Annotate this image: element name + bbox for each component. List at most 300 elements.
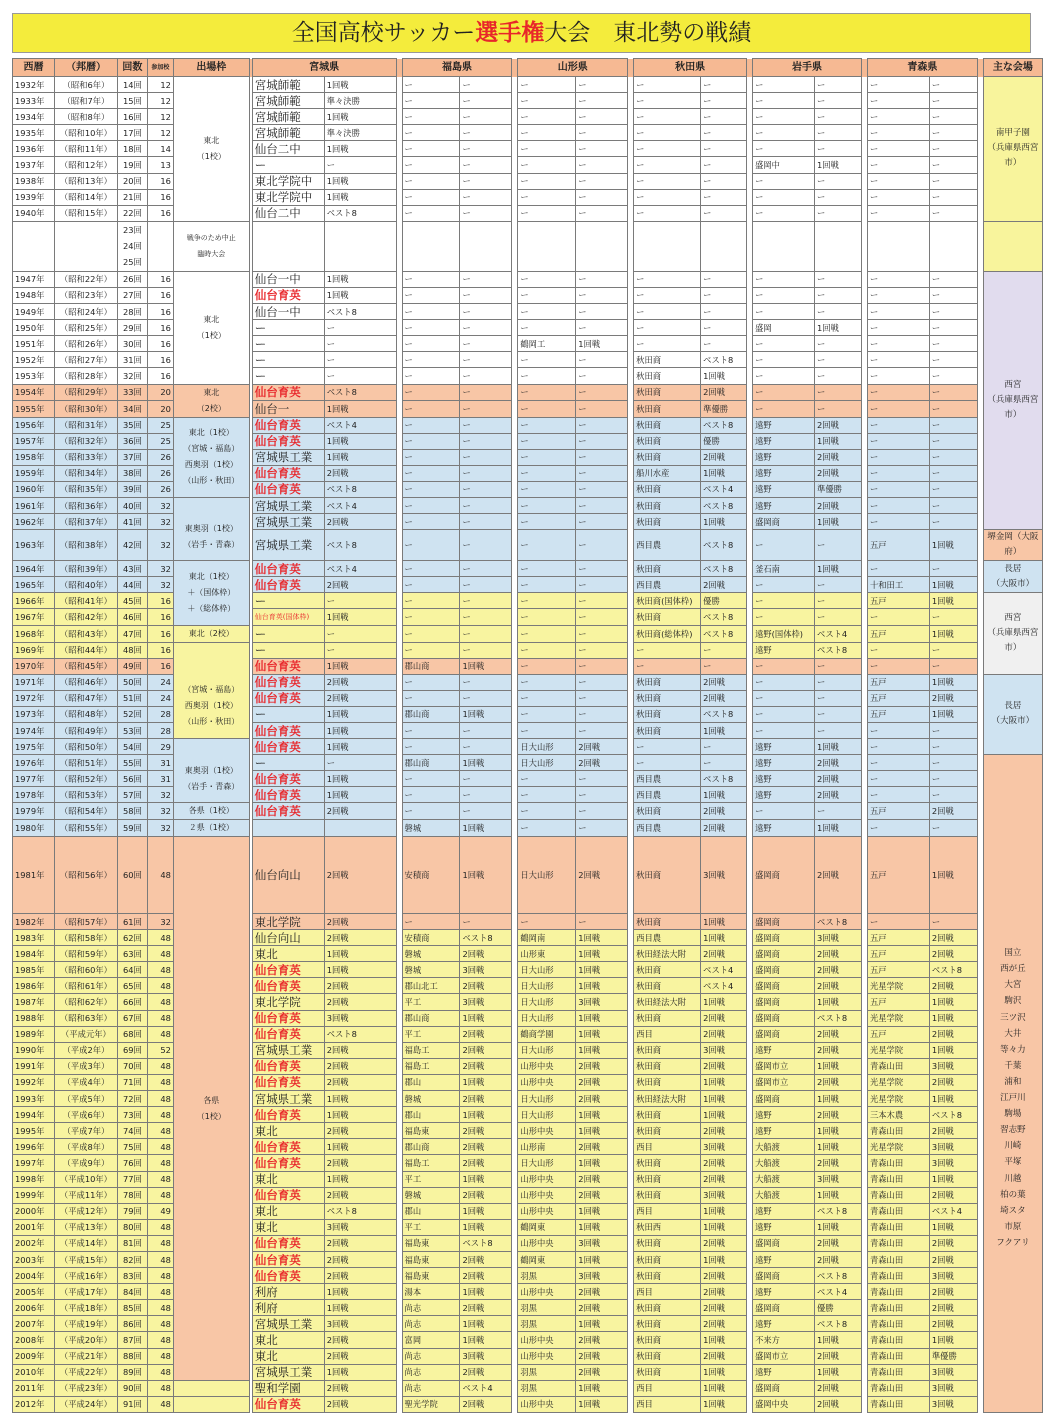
cell-miyagi-result: ー	[324, 157, 396, 173]
cell-kaisu: 51回	[117, 690, 147, 706]
cell-miyagi-result: 1回戦	[324, 1171, 396, 1187]
cell-iwate-result: 2回戦	[815, 1348, 862, 1364]
cell-yamagata-school: ー	[518, 205, 576, 221]
cell-kaisu: 45回	[117, 593, 147, 609]
cell-yamagata-school: 日大山形	[518, 755, 576, 771]
cell-akita-result: 2回戦	[701, 1348, 747, 1364]
cell-iwate-school: 遠野	[753, 1107, 815, 1123]
cell-iwate-result: 2回戦	[815, 1380, 862, 1396]
cell-miyagi-school: 仙台育英	[252, 1251, 324, 1267]
cell-year: 1952年	[13, 352, 55, 368]
cell-fukushima-result: 2回戦	[460, 1042, 512, 1058]
cell-miyagi-result: 1回戦	[324, 706, 396, 722]
cell-aomori-school: 青森山田	[867, 1219, 929, 1235]
cell-iwate-school: 遠野	[753, 433, 815, 449]
cell-fukushima-result: 1回戦	[460, 755, 512, 771]
cell-sanka: 32	[147, 514, 173, 530]
cell-akita-school: ー	[634, 755, 701, 771]
cell-akita-school: 秋田商	[634, 401, 701, 418]
table-row	[13, 658, 1043, 674]
header-yamagata: 山形県	[518, 59, 628, 77]
cell-year: 1984年	[13, 946, 55, 962]
cell-iwate-result: ー	[815, 706, 862, 722]
cell-fukushima-result: 3回戦	[460, 1348, 512, 1364]
table-row	[13, 1219, 1043, 1235]
venue-cell	[983, 755, 1042, 1413]
cell-era: （昭和46年）	[54, 674, 117, 690]
cell-yamagata-result: ー	[576, 271, 628, 287]
cell-fukushima-school: ー	[402, 336, 460, 352]
table-row	[13, 1268, 1043, 1284]
cell-fukushima-result: ー	[460, 141, 512, 157]
cell-akita-result: ベスト8	[701, 625, 747, 642]
cell-miyagi-result: ベスト4	[324, 561, 396, 577]
cell-miyagi-school: 仙台向山	[252, 930, 324, 946]
cell-yamagata-result: ー	[576, 77, 628, 93]
cell-kaisu: 64回	[117, 962, 147, 978]
cell-yamagata-result: ー	[576, 125, 628, 141]
cell-miyagi-result: ー	[324, 368, 396, 384]
cell-sanka: 20	[147, 401, 173, 418]
cell-aomori-result: ー	[929, 609, 977, 625]
cell-yamagata-result: 1回戦	[576, 1123, 628, 1139]
cell-era: （昭和51年）	[54, 755, 117, 771]
cell-iwate-result: ー	[815, 336, 862, 352]
cell-yamagata-result: 2回戦	[576, 1284, 628, 1300]
cell-iwate-result: 2回戦	[815, 1107, 862, 1123]
cell-miyagi-school: 仙台育英	[252, 690, 324, 706]
cell-akita-school: 秋田商	[634, 1074, 701, 1090]
cell-era: （昭和28年）	[54, 368, 117, 384]
cell-kaisu: 87回	[117, 1332, 147, 1348]
cell-yamagata-result: 3回戦	[576, 994, 628, 1010]
cell-yamagata-result: ー	[576, 497, 628, 513]
cell-miyagi-school: 仙台育英	[252, 978, 324, 994]
cell-era: （昭和35年）	[54, 481, 117, 497]
cell-fukushima-school: ー	[402, 771, 460, 787]
cell-sanka: 48	[147, 1380, 173, 1396]
cell-miyagi-result: ベスト8	[324, 1203, 396, 1219]
cell-iwate-result: ー	[815, 384, 862, 401]
cell-aomori-result: ー	[929, 368, 977, 384]
cell-aomori-result: ー	[929, 205, 977, 221]
cell-year: 2008年	[13, 1332, 55, 1348]
cell-akita-result: 2回戦	[701, 1171, 747, 1187]
text-line: （宮城・福島）	[183, 444, 240, 454]
cell-akita-school: 秋田商	[634, 1042, 701, 1058]
header-iwate: 岩手県	[753, 59, 862, 77]
cell-iwate-school: 大船渡	[753, 1139, 815, 1155]
cell-yamagata-school: 山形中央	[518, 1123, 576, 1139]
cell-akita-school	[634, 221, 701, 271]
cell-miyagi-result: 1回戦	[324, 962, 396, 978]
cell-iwate-school: 盛岡市立	[753, 1058, 815, 1074]
cell-year: 1985年	[13, 962, 55, 978]
cell-iwate-result: 1回戦	[815, 820, 862, 837]
cell-miyagi-school: 仙台育英	[252, 1268, 324, 1284]
cell-era: （平成14年）	[54, 1235, 117, 1251]
cell-miyagi-school: 宮城県工業	[252, 1042, 324, 1058]
cell-miyagi-school: 仙台育英	[252, 787, 324, 803]
page-title	[12, 13, 1031, 53]
cell-fukushima-result: 1回戦	[460, 658, 512, 674]
cell-akita-result: 3回戦	[701, 1042, 747, 1058]
cell-fukushima-school: ー	[402, 803, 460, 820]
cell-era: （平成元年）	[54, 1026, 117, 1042]
cell-miyagi-school: 仙台育英	[252, 561, 324, 577]
cell-fukushima-school: ー	[402, 690, 460, 706]
cell-fukushima-school: ー	[402, 304, 460, 320]
cell-fukushima-result: 1回戦	[460, 1171, 512, 1187]
cell-iwate-school: 遠野	[753, 820, 815, 837]
cell-aomori-school: ー	[867, 320, 929, 336]
cell-fukushima-result: ー	[460, 642, 512, 658]
cell-akita-school: ー	[634, 739, 701, 755]
cell-sanka: 26	[147, 481, 173, 497]
cell-fukushima-school: 聖光学院	[402, 1396, 460, 1412]
text-line: 江戸川	[1000, 1093, 1026, 1104]
cell-sanka: 32	[147, 497, 173, 513]
cell-iwate-result: ベスト8	[815, 1268, 862, 1284]
cell-aomori-school: 光星学院	[867, 1139, 929, 1155]
cell-yamagata-result: ー	[576, 173, 628, 189]
cell-aomori-result: 3回戦	[929, 1155, 977, 1171]
cell-kaisu: 15回	[117, 93, 147, 109]
cell-iwate-school: 遠野	[753, 497, 815, 513]
cell-sanka: 52	[147, 1042, 173, 1058]
cell-akita-result: ベスト4	[701, 978, 747, 994]
cell-era: （平成9年）	[54, 1155, 117, 1171]
cell-kaisu: 71回	[117, 1074, 147, 1090]
cell-miyagi-school: ー	[252, 593, 324, 609]
cell-aomori-school: ー	[867, 561, 929, 577]
cell-miyagi-result: ベスト4	[324, 417, 396, 433]
cell-yamagata-school: 山形中央	[518, 1235, 576, 1251]
cell-aomori-result: ー	[929, 287, 977, 303]
cell-yamagata-result: 2回戦	[576, 1332, 628, 1348]
cell-aomori-result: ー	[929, 658, 977, 674]
cell-sanka: 25	[147, 433, 173, 449]
cell-aomori-result: 1回戦	[929, 577, 977, 593]
cell-sanka: 12	[147, 77, 173, 93]
cell-aomori-result: 1回戦	[929, 1042, 977, 1058]
cell-aomori-school: ー	[867, 723, 929, 739]
cell-iwate-school: 盛岡市立	[753, 1348, 815, 1364]
cell-iwate-result: 2回戦	[815, 1042, 862, 1058]
cell-aomori-school: ー	[867, 658, 929, 674]
cell-era: （平成8年）	[54, 1139, 117, 1155]
cell-kaisu: 49回	[117, 658, 147, 674]
cell-akita-school: ー	[634, 93, 701, 109]
text-line: 西奥羽（1校）	[184, 460, 238, 470]
cell-yamagata-school: 山形中央	[518, 1332, 576, 1348]
cell-fukushima-result: 1回戦	[460, 1010, 512, 1026]
cell-fukushima-result: ー	[460, 125, 512, 141]
cell-aomori-result: 準優勝	[929, 1348, 977, 1364]
cell-aomori-result	[929, 221, 977, 271]
cell-yamagata-school: ー	[518, 109, 576, 125]
cell-sanka: 26	[147, 449, 173, 465]
text-line: 川越	[1004, 1173, 1022, 1184]
cell-iwate-school: ー	[753, 304, 815, 320]
cell-year: 1990年	[13, 1042, 55, 1058]
cell-aomori-result: 2回戦	[929, 1235, 977, 1251]
cell-fukushima-result: ー	[460, 803, 512, 820]
cell-iwate-school: ー	[753, 530, 815, 561]
cell-aomori-result: 3回戦	[929, 1058, 977, 1074]
cell-era: （平成23年）	[54, 1380, 117, 1396]
cell-year: 1948年	[13, 287, 55, 303]
cell-year: 1993年	[13, 1091, 55, 1107]
cell-miyagi-result: 2回戦	[324, 1074, 396, 1090]
cell-miyagi-result	[324, 221, 396, 271]
frame-cell	[173, 1380, 249, 1396]
cell-iwate-school: 盛岡商	[753, 962, 815, 978]
results-table	[12, 58, 1043, 1413]
cell-akita-result: 1回戦	[701, 465, 747, 481]
cell-iwate-result: 1回戦	[815, 561, 862, 577]
cell-yamagata-school: 羽黒	[518, 1300, 576, 1316]
cell-fukushima-school: 福島東	[402, 1123, 460, 1139]
cell-aomori-school: ー	[867, 352, 929, 368]
cell-fukushima-school: ー	[402, 625, 460, 642]
cell-year: 1983年	[13, 930, 55, 946]
cell-akita-result: 1回戦	[701, 914, 747, 930]
cell-yamagata-school: ー	[518, 771, 576, 787]
cell-aomori-school: ー	[867, 287, 929, 303]
cell-akita-school: 秋田商	[634, 1123, 701, 1139]
cell-miyagi-school: 東北学院	[252, 994, 324, 1010]
cell-aomori-school: 五戸	[867, 962, 929, 978]
cell-aomori-result: ー	[929, 787, 977, 803]
cell-aomori-school: 青森山田	[867, 1155, 929, 1171]
cell-iwate-school: 盛岡商	[753, 1026, 815, 1042]
text-line: 埼スタ	[1000, 1205, 1026, 1216]
cell-iwate-result: 2回戦	[815, 465, 862, 481]
cell-iwate-school: 遠野	[753, 771, 815, 787]
cell-aomori-result: 2回戦	[929, 1026, 977, 1042]
table-row	[13, 271, 1043, 287]
cell-iwate-school: 盛岡商	[753, 978, 815, 994]
cell-akita-school: ー	[634, 336, 701, 352]
cell-kaisu: 18回	[117, 141, 147, 157]
cell-iwate-result: ー	[815, 189, 862, 205]
cell-iwate-school: ー	[753, 287, 815, 303]
cell-miyagi-result: 1回戦	[324, 946, 396, 962]
cell-sanka: 25	[147, 417, 173, 433]
cell-sanka: 12	[147, 125, 173, 141]
cell-iwate-result: ー	[815, 401, 862, 418]
cell-akita-school: 秋田商	[634, 514, 701, 530]
text-line: 三ツ沢	[1000, 1012, 1026, 1023]
cell-fukushima-school: 安積商	[402, 837, 460, 914]
table-row	[13, 93, 1043, 109]
cell-aomori-school: 青森山田	[867, 1300, 929, 1316]
cell-miyagi-result: ー	[324, 625, 396, 642]
cell-fukushima-school: ー	[402, 157, 460, 173]
cell-aomori-result: 1回戦	[929, 994, 977, 1010]
cell-iwate-result: 2回戦	[815, 1074, 862, 1090]
cell-yamagata-school: ー	[518, 593, 576, 609]
table-row	[13, 304, 1043, 320]
cell-era: （昭和63年）	[54, 1010, 117, 1026]
cell-kaisu: 33回	[117, 384, 147, 401]
cell-yamagata-school: ー	[518, 723, 576, 739]
cell-sanka: 24	[147, 674, 173, 690]
cell-akita-result: ー	[701, 205, 747, 221]
cell-yamagata-result: 3回戦	[576, 1268, 628, 1284]
title-highlight: 選手権	[475, 20, 545, 46]
cell-miyagi-result: 2回戦	[324, 978, 396, 994]
cell-sanka: 48	[147, 1155, 173, 1171]
cell-yamagata-result: ー	[576, 577, 628, 593]
cell-yamagata-school: 日大山形	[518, 994, 576, 1010]
cell-year: 1981年	[13, 837, 55, 914]
cell-akita-school: 秋田商	[634, 449, 701, 465]
cell-aomori-school: 青森山田	[867, 1284, 929, 1300]
cell-miyagi-school: 東北学院中	[252, 189, 324, 205]
cell-aomori-school: ー	[867, 336, 929, 352]
cell-akita-school: 秋田商(国体枠)	[634, 593, 701, 609]
cell-fukushima-school: ー	[402, 205, 460, 221]
cell-iwate-result: ー	[815, 368, 862, 384]
cell-fukushima-school: ー	[402, 320, 460, 336]
cell-yamagata-school: 山形中央	[518, 1058, 576, 1074]
table-row	[13, 1364, 1043, 1380]
cell-fukushima-school: ー	[402, 433, 460, 449]
cell-yamagata-school: ー	[518, 304, 576, 320]
venue-cell	[983, 530, 1042, 561]
cell-yamagata-result: 2回戦	[576, 1187, 628, 1203]
cell-year: 1995年	[13, 1123, 55, 1139]
cell-miyagi-school: 仙台育英	[252, 433, 324, 449]
cell-fukushima-result: 2回戦	[460, 1091, 512, 1107]
cell-miyagi-result: 1回戦	[324, 739, 396, 755]
cell-miyagi-school: 仙台育英	[252, 1235, 324, 1251]
text-line: ２県（1校）	[188, 823, 234, 833]
cell-year: 1982年	[13, 914, 55, 930]
cell-akita-result: 2回戦	[701, 1300, 747, 1316]
cell-aomori-school: ー	[867, 820, 929, 837]
cell-yamagata-school: 鶴岡南	[518, 930, 576, 946]
cell-akita-result: 2回戦	[701, 1268, 747, 1284]
cell-iwate-result: ー	[815, 803, 862, 820]
cell-iwate-school: ー	[753, 336, 815, 352]
cell-iwate-school: 遠野(国体枠)	[753, 625, 815, 642]
text-line: 千葉	[1004, 1060, 1022, 1071]
cell-yamagata-school: ー	[518, 658, 576, 674]
table-row	[13, 962, 1043, 978]
cell-sanka: 26	[147, 465, 173, 481]
cell-yamagata-result: 1回戦	[576, 962, 628, 978]
cell-miyagi-result: 2回戦	[324, 514, 396, 530]
cell-kaisu: 70回	[117, 1058, 147, 1074]
cell-fukushima-school: 郡山商	[402, 1010, 460, 1026]
cell-kaisu: 39回	[117, 481, 147, 497]
cell-fukushima-result: ー	[460, 401, 512, 418]
cell-iwate-result: ー	[815, 658, 862, 674]
cell-akita-school: 西目農	[634, 771, 701, 787]
cell-fukushima-school: 磐城	[402, 1187, 460, 1203]
cell-aomori-result: ー	[929, 914, 977, 930]
cell-yamagata-result: 2回戦	[576, 739, 628, 755]
cell-fukushima-school: 福島工	[402, 1058, 460, 1074]
frame-line: 臨時大会	[197, 250, 226, 259]
cell-year: 1968年	[13, 625, 55, 642]
cell-kaisu: 60回	[117, 837, 147, 914]
cell-yamagata-result: 1回戦	[576, 1010, 628, 1026]
cell-year: 1951年	[13, 336, 55, 352]
cell-yamagata-school: ー	[518, 384, 576, 401]
cell-era: （昭和22年）	[54, 271, 117, 287]
cell-iwate-result: ー	[815, 304, 862, 320]
cell-miyagi-result: 1回戦	[324, 1364, 396, 1380]
cell-fukushima-result: ー	[460, 465, 512, 481]
cell-year: 2000年	[13, 1203, 55, 1219]
frame-cell	[173, 417, 249, 497]
cell-akita-school: 秋田商	[634, 978, 701, 994]
cell-aomori-school: 青森山田	[867, 1251, 929, 1267]
cell-kaisu: 84回	[117, 1284, 147, 1300]
cell-miyagi-result: 2回戦	[324, 803, 396, 820]
cell-iwate-result: ー	[815, 205, 862, 221]
cell-miyagi-result: 2回戦	[324, 1235, 396, 1251]
cell-kaisu: 50回	[117, 674, 147, 690]
cell-era: （昭和30年）	[54, 401, 117, 418]
cell-yamagata-school: ー	[518, 465, 576, 481]
cell-kaisu: 44回	[117, 577, 147, 593]
cell-aomori-result: ー	[929, 109, 977, 125]
cell-iwate-result: ー	[815, 674, 862, 690]
cell-yamagata-school: ー	[518, 352, 576, 368]
cell-sanka: 48	[147, 1348, 173, 1364]
cell-fukushima-school: 磐城	[402, 820, 460, 837]
cell-aomori-school: ー	[867, 141, 929, 157]
cell-iwate-school: 遠野	[753, 1042, 815, 1058]
cell-year: 1963年	[13, 530, 55, 561]
cell-fukushima-school: ー	[402, 674, 460, 690]
cell-aomori-result: 1回戦	[929, 1171, 977, 1187]
cell-sanka: 48	[147, 1123, 173, 1139]
cell-aomori-school: 五戸	[867, 593, 929, 609]
cell-fukushima-result: 2回戦	[460, 1123, 512, 1139]
cell-akita-school: 秋田商	[634, 481, 701, 497]
cell-miyagi-result: 2回戦	[324, 1332, 396, 1348]
cell-iwate-school: 遠野	[753, 417, 815, 433]
cell-miyagi-school: 仙台二中	[252, 205, 324, 221]
cell-year: 2009年	[13, 1348, 55, 1364]
cell-aomori-school: 光星学院	[867, 1010, 929, 1026]
cell-aomori-result: 1回戦	[929, 837, 977, 914]
cell-aomori-result: ー	[929, 771, 977, 787]
cell-iwate-result: 2回戦	[815, 771, 862, 787]
cell-miyagi-school: 東北	[252, 1332, 324, 1348]
cell-fukushima-result: ー	[460, 417, 512, 433]
cell-miyagi-result: 1回戦	[324, 401, 396, 418]
table-row	[13, 1396, 1043, 1412]
text-line: 東北（1校）	[188, 571, 234, 581]
cell-akita-school: 西目	[634, 1026, 701, 1042]
cell-aomori-result: 2回戦	[929, 1123, 977, 1139]
cell-miyagi-result: 1回戦	[324, 1139, 396, 1155]
cell-kaisu: 83回	[117, 1268, 147, 1284]
cell-sanka: 16	[147, 304, 173, 320]
cell-akita-result: 3回戦	[701, 1139, 747, 1155]
cell-era: （昭和34年）	[54, 465, 117, 481]
text-line: 西宮	[1004, 380, 1022, 390]
cell-yamagata-school: 羽黒	[518, 1364, 576, 1380]
cell-akita-school: 秋田商	[634, 1268, 701, 1284]
